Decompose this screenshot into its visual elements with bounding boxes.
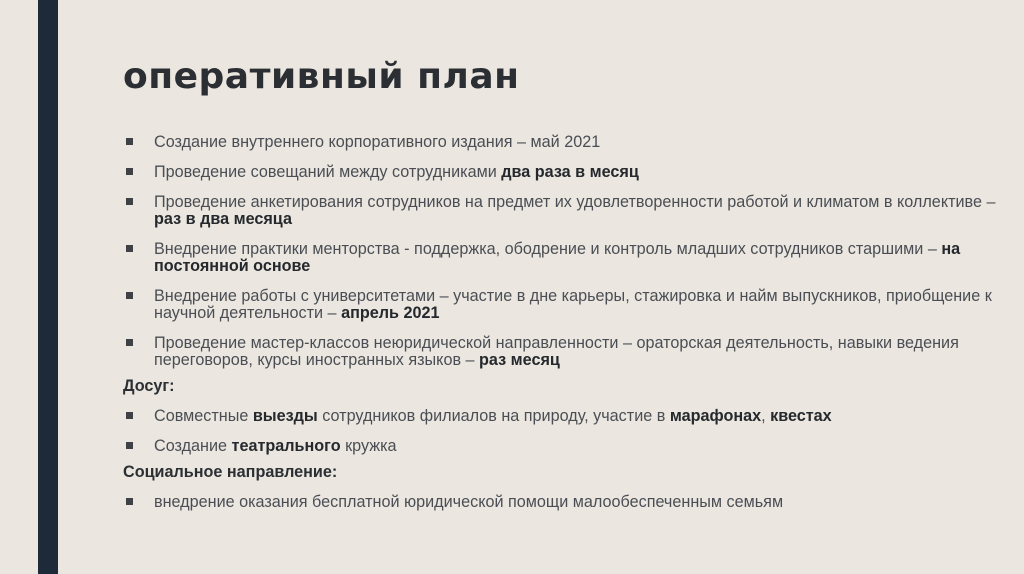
accent-bar (38, 0, 58, 574)
social-heading: Социальное направление: (123, 463, 338, 481)
list-item (123, 241, 1003, 275)
item-text: кружка (340, 437, 397, 455)
item-text: Проведение совещаний между сотрудниками (154, 163, 502, 181)
list-item-text (154, 133, 600, 151)
square-bullet-icon (126, 138, 133, 145)
list-item-text (154, 437, 397, 455)
emphasis-text: квестах (770, 407, 832, 425)
square-bullet-icon (126, 412, 133, 419)
item-text: Совместные (154, 407, 253, 425)
emphasis-text: раз в два месяца (154, 210, 292, 228)
square-bullet-icon (126, 245, 133, 252)
list-item (123, 288, 1003, 322)
list-item-text (154, 334, 959, 369)
emphasis-text: на постоянной основе (154, 240, 961, 275)
square-bullet-icon (126, 168, 133, 175)
list-item (123, 194, 1003, 228)
item-text: внедрение оказания бесплатной юридической помощи малообеспеченным семьям (154, 493, 784, 511)
emphasis-text: раз месяц (479, 351, 560, 369)
page-title: оперативный план (123, 56, 520, 97)
list-item (123, 164, 1003, 181)
emphasis-text: выезды (252, 407, 318, 425)
leisure-list (123, 408, 1003, 455)
item-text: , (761, 407, 771, 425)
list-item (123, 494, 1003, 511)
list-item-text (154, 287, 992, 322)
emphasis-text: апрель 2021 (341, 304, 440, 322)
item-text: Создание внутреннего корпоративного издания – май 2021 (154, 133, 601, 151)
list-item-text (154, 193, 995, 228)
item-text: Внедрение практики менторства - поддержка, ободрение и контроль младших сотрудников старшими – (154, 240, 942, 258)
emphasis-text: два раза в месяц (501, 163, 639, 181)
leisure-heading: Досуг: (123, 377, 175, 395)
slide-content (123, 134, 1003, 524)
plan-list (123, 134, 1003, 369)
list-item-text (154, 240, 960, 275)
square-bullet-icon (126, 339, 133, 346)
list-item (123, 335, 1003, 369)
item-text: сотрудников филиалов на природу, участие в (317, 407, 670, 425)
square-bullet-icon (126, 292, 133, 299)
list-item-text (154, 493, 783, 511)
emphasis-text: марафонах (669, 407, 762, 425)
item-text: Создание (154, 437, 232, 455)
item-text: Внедрение работы с университетами – участие в дне карьеры, стажировка и найм выпускников, приобщение к научной деятельности – (154, 287, 992, 322)
square-bullet-icon (126, 198, 133, 205)
list-item (123, 438, 1003, 455)
list-item-text (154, 163, 639, 181)
square-bullet-icon (126, 442, 133, 449)
item-text: Проведение анкетирования сотрудников на предмет их удовлетворенности работой и климатом в коллективе – (154, 193, 996, 211)
list-item-text (154, 407, 832, 425)
list-item (123, 134, 1003, 151)
item-text: Проведение мастер-классов неюридической направленности – ораторская деятельность, навыки ведения переговоров, курсы иностранных языков – (154, 334, 959, 369)
list-item (123, 408, 1003, 425)
social-list (123, 494, 1003, 511)
square-bullet-icon (126, 498, 133, 505)
emphasis-text: театрального (231, 437, 341, 455)
